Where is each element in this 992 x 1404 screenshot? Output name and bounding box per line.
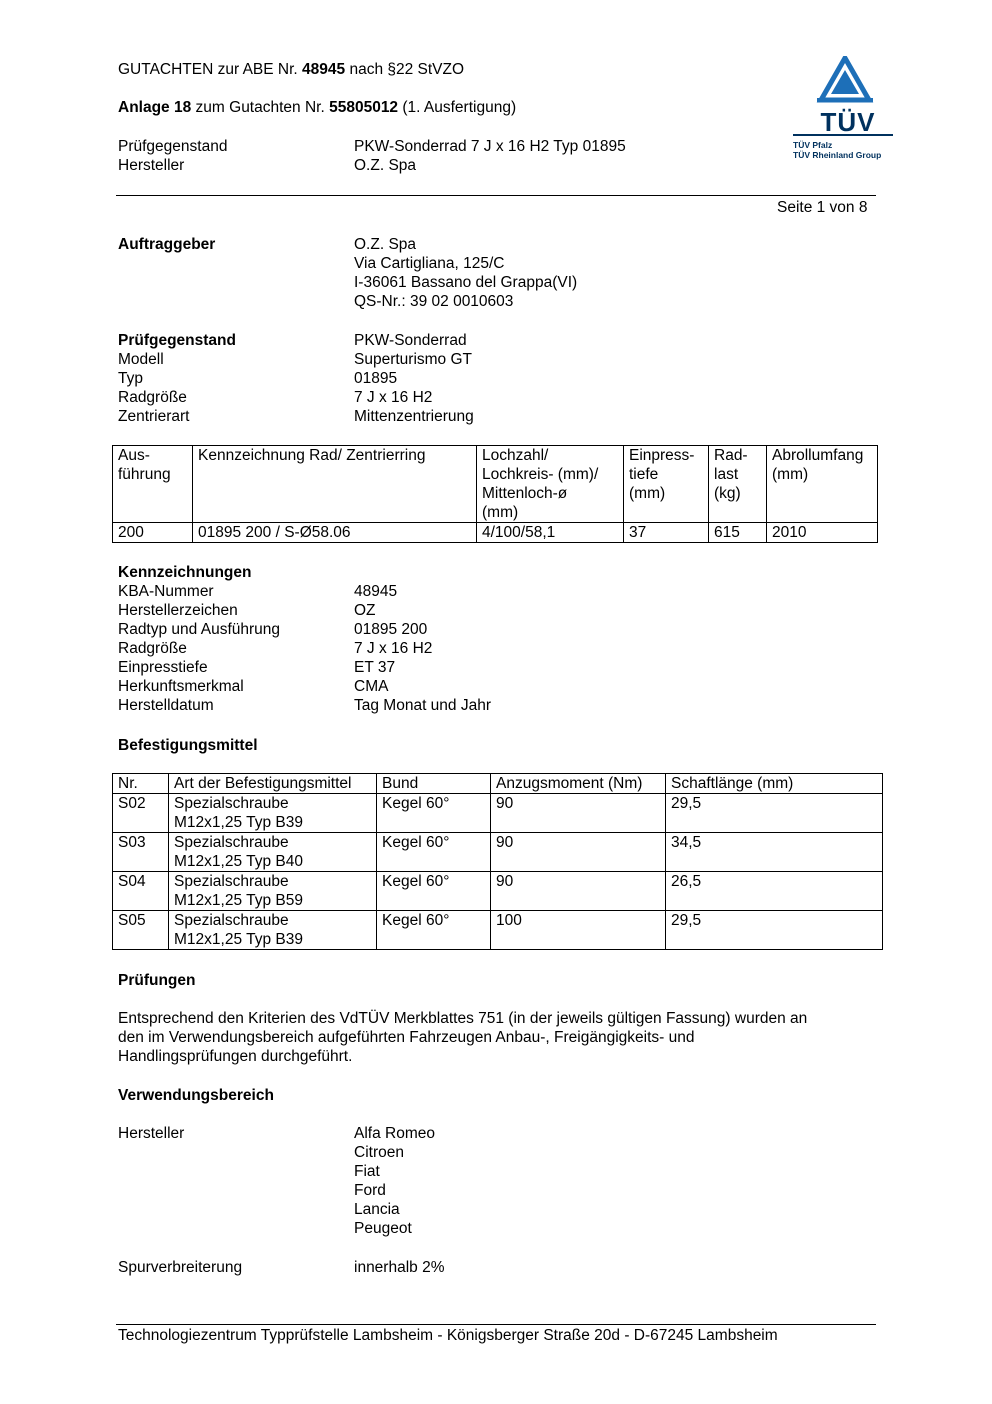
list-item: Peugeot: [354, 1220, 412, 1237]
pruefgegenstand-labels: [118, 331, 236, 426]
header-cell: Schaftlänge (mm): [666, 774, 883, 794]
address-line: O.Z. Spa: [354, 236, 417, 253]
table-row: [113, 833, 883, 872]
tuev-logo: [793, 56, 897, 160]
header-cell: Nr.: [113, 774, 169, 794]
field-value: 01895: [354, 370, 398, 387]
table-cell: Kegel 60°: [377, 911, 491, 950]
list-item: Lancia: [354, 1201, 400, 1218]
header-title: [118, 60, 464, 79]
header-cell: Aus- führung: [113, 446, 193, 523]
table-cell: S04: [113, 872, 169, 911]
table-cell: 2010: [767, 523, 878, 543]
header-cell: Rad- last (kg): [709, 446, 767, 523]
field-label: Typ: [118, 370, 143, 387]
header-divider: [116, 195, 876, 196]
field-label: KBA-Nummer: [118, 583, 214, 600]
list-item: Citroen: [354, 1144, 404, 1161]
table-cell: Spezialschraube M12x1,25 Typ B59: [169, 872, 377, 911]
table-cell: 29,5: [666, 794, 883, 833]
table-cell: S02: [113, 794, 169, 833]
table-cell: 615: [709, 523, 767, 543]
anlage-line: [118, 98, 516, 117]
header-pruef-label: Prüfgegenstand: [118, 138, 228, 155]
spur-value: innerhalb 2%: [354, 1259, 445, 1276]
table-cell: Kegel 60°: [377, 833, 491, 872]
header-title-prefix: GUTACHTEN zur ABE Nr.: [118, 61, 298, 78]
table-cell: 90: [491, 794, 666, 833]
table-cell: 4/100/58,1: [477, 523, 624, 543]
header-hersteller-label: Hersteller: [118, 157, 185, 174]
header-cell: Anzugsmoment (Nm): [491, 774, 666, 794]
pruefungen-title: Prüfungen: [118, 972, 196, 989]
list-item: Ford: [354, 1182, 386, 1199]
tuev-triangle-icon: [793, 56, 897, 112]
field-label: Radtyp und Ausführung: [118, 621, 281, 638]
footer-divider: [116, 1324, 876, 1325]
table-cell: 29,5: [666, 911, 883, 950]
field-value: Superturismo GT: [354, 351, 473, 368]
address-line: I-36061 Bassano del Grappa(VI): [354, 274, 578, 291]
field-value: OZ: [354, 602, 376, 619]
table-cell: Kegel 60°: [377, 872, 491, 911]
table-row: [113, 523, 878, 543]
anlage-label: Anlage 18: [118, 99, 192, 116]
header-cell: Abrollumfang (mm): [767, 446, 878, 523]
header-hersteller-value: O.Z. Spa: [354, 157, 417, 174]
header-cell: Einpress- tiefe (mm): [624, 446, 709, 523]
field-label: Radgröße: [118, 640, 187, 657]
verwendung-hersteller-list: [354, 1124, 435, 1238]
field-value: Mittenzentrierung: [354, 408, 474, 425]
table-cell: Spezialschraube M12x1,25 Typ B39: [169, 794, 377, 833]
field-label: Herstellerzeichen: [118, 602, 238, 619]
table-cell: Kegel 60°: [377, 794, 491, 833]
header-cell: Art der Befestigungsmittel: [169, 774, 377, 794]
pruefgegenstand-values: [354, 331, 474, 426]
list-item: Alfa Romeo: [354, 1125, 435, 1142]
spur-label: Spurverbreiterung: [118, 1259, 243, 1276]
abe-number: 48945: [302, 61, 346, 78]
header-cell: Kennzeichnung Rad/ Zentrierring: [193, 446, 477, 523]
field-value: 7 J x 16 H2: [354, 389, 433, 406]
auftraggeber-label: Auftraggeber: [118, 236, 216, 253]
befestigung-table-header: [113, 774, 883, 794]
table-cell: 01895 200 / S-Ø58.06: [193, 523, 477, 543]
befestigung-table: [112, 773, 883, 950]
pruefgegenstand-title: Prüfgegenstand: [118, 332, 236, 349]
field-label: Einpresstiefe: [118, 659, 208, 676]
table-cell: 100: [491, 911, 666, 950]
table-cell: 37: [624, 523, 709, 543]
paragraph-line: den im Verwendungsbereich aufgeführten Fahrzeugen Anbau-, Freigängigkeits- und: [118, 1029, 695, 1046]
page-number: Seite 1 von 8: [777, 199, 868, 216]
footer-text: Technologiezentrum Typprüfstelle Lambsheim - Königsberger Straße 20d - D-67245 Lambsheim: [118, 1327, 778, 1344]
header-cell: Bund: [377, 774, 491, 794]
header-pruef-value: PKW-Sonderrad 7 J x 16 H2 Typ 01895: [354, 138, 626, 155]
anlage-suffix: (1. Ausfertigung): [402, 99, 517, 116]
table-cell: Spezialschraube M12x1,25 Typ B40: [169, 833, 377, 872]
field-value: CMA: [354, 678, 389, 695]
table-row: [113, 794, 883, 833]
kennzeichnungen-title: Kennzeichnungen: [118, 564, 252, 581]
field-label: Herstelldatum: [118, 697, 214, 714]
table-cell: 200: [113, 523, 193, 543]
kennzeichnungen-values: [354, 582, 491, 715]
anlage-mid: zum Gutachten Nr.: [195, 99, 325, 116]
field-value: ET 37: [354, 659, 396, 676]
table-cell: S03: [113, 833, 169, 872]
verwendung-title: Verwendungsbereich: [118, 1087, 274, 1104]
table-cell: Spezialschraube M12x1,25 Typ B39: [169, 911, 377, 950]
logo-brand: TÜV: [820, 107, 876, 137]
table-cell: 90: [491, 833, 666, 872]
field-value: 48945: [354, 583, 398, 600]
table-row: [113, 872, 883, 911]
table-cell: 90: [491, 872, 666, 911]
auftraggeber-address: [354, 235, 577, 311]
befestigung-title: Befestigungsmittel: [118, 737, 258, 754]
paragraph-line: Handlingsprüfungen durchgeführt.: [118, 1048, 353, 1065]
header-title-suffix: nach §22 StVZO: [349, 61, 465, 78]
field-value: 7 J x 16 H2: [354, 640, 433, 657]
gutachten-number: 55805012: [329, 99, 399, 116]
field-value: PKW-Sonderrad: [354, 332, 467, 349]
field-label: Radgröße: [118, 389, 187, 406]
header-cell: Lochzahl/ Lochkreis- (mm)/ Mittenloch-ø (mm): [477, 446, 624, 523]
address-line: QS-Nr.: 39 02 0010603: [354, 293, 514, 310]
table-cell: 34,5: [666, 833, 883, 872]
field-label: Modell: [118, 351, 164, 368]
logo-sub1: TÜV Pfalz: [793, 140, 833, 150]
field-label: Zentrierart: [118, 408, 190, 425]
field-label: Herkunftsmerkmal: [118, 678, 244, 695]
address-line: Via Cartigliana, 125/C: [354, 255, 505, 272]
field-value: Tag Monat und Jahr: [354, 697, 492, 714]
table-cell: 26,5: [666, 872, 883, 911]
rad-table-header: [113, 446, 878, 523]
kennzeichnungen-labels: [118, 582, 280, 715]
rad-table: [112, 445, 878, 543]
pruefungen-text: [118, 1009, 807, 1066]
table-cell: S05: [113, 911, 169, 950]
verwendung-hersteller-label: Hersteller: [118, 1125, 185, 1142]
field-value: 01895 200: [354, 621, 428, 638]
logo-sub2: TÜV Rheinland Group: [793, 150, 882, 160]
list-item: Fiat: [354, 1163, 380, 1180]
paragraph-line: Entsprechend den Kriterien des VdTÜV Merkblattes 751 (in der jeweils gültigen Fassung) wurden an: [118, 1010, 808, 1027]
table-row: [113, 911, 883, 950]
